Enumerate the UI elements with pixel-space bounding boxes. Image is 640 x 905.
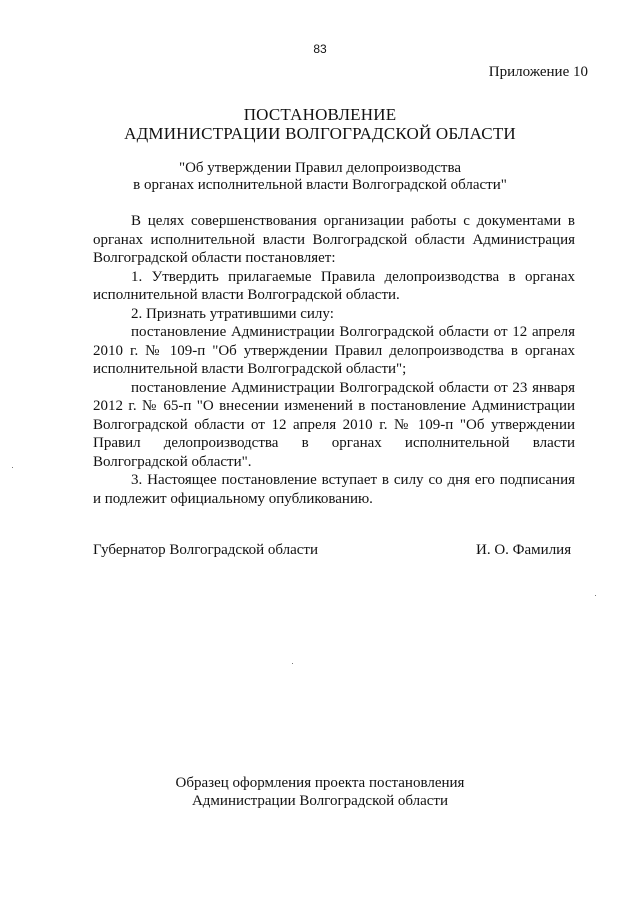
document-title-line2: АДМИНИСТРАЦИИ ВОЛГОГРАДСКОЙ ОБЛАСТИ [124,124,516,143]
item-2-resolution-a: постановление Администрации Волгоградской области от 12 апреля 2010 г. № 109-п "Об утверждении Правил делопроизводства в органах исполнительной власти Волгоградской области"; [93,324,575,377]
document-body [93,212,575,508]
document-title-line1: ПОСТАНОВЛЕНИЕ [243,105,397,124]
document-subtitle-line1: "Об утверждении Правил делопроизводства [178,160,462,176]
item-2: 2. Признать утратившими силу: [131,305,334,322]
item-3: 3. Настоящее постановление вступает в силу со дня его подписания и подлежит официальному опубликованию. [93,472,575,507]
footer-caption-line1: Образец оформления проекта постановления [175,775,465,791]
item-1: 1. Утвердить прилагаемые Правила делопроизводства в органах исполнительной власти Волгоградской области. [93,268,575,303]
appendix-label: Приложение 10 [488,64,588,80]
item-2-resolution-b: постановление Администрации Волгоградской области от 23 января 2012 г. № 65-п "О внесении изменений в постановление Администрации Волгоградской области от 12 апреля 2010 г. № 109-п "Об утверждении Правил делопроизводства в органах исполнительной власти Волгоградской области". [93,379,575,470]
footer-caption-line2: Администрации Волгоградской области [191,793,449,809]
signatory-name: И. О. Фамилия [476,542,572,558]
document-subtitle-line2: в органах исполнительной власти Волгоградской области" [133,177,507,193]
scan-speck [595,595,596,596]
intro-paragraph: В целях совершенствования организации работы с документами в органах исполнительной власти Волгоградской области Администрация Волгоградской области постановляет: [93,213,575,266]
page-number: 83 [313,42,327,56]
signatory-position: Губернатор Волгоградской области [93,542,319,558]
scan-speck [292,663,293,664]
scan-speck [12,467,13,468]
